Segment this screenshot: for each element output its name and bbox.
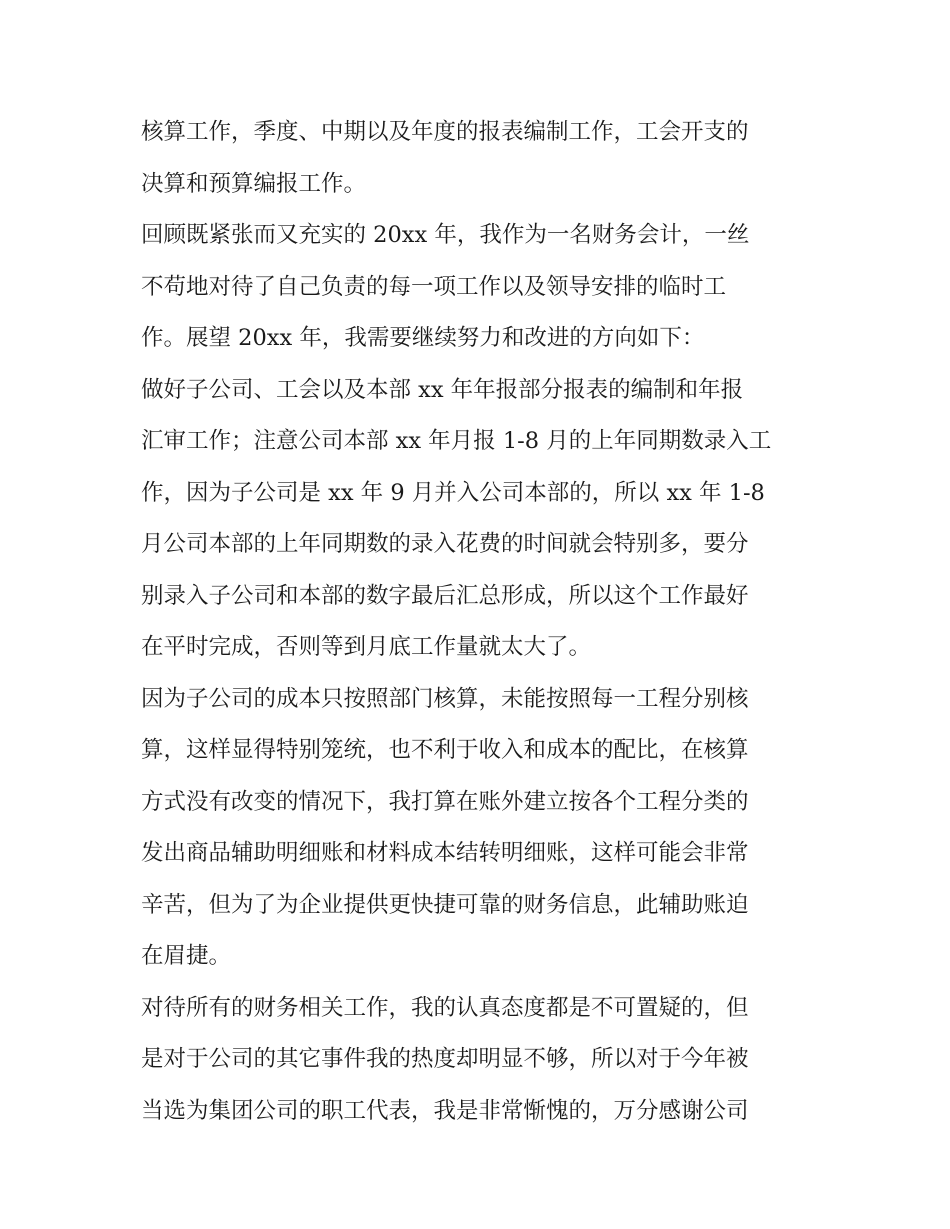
- text-line: 在眉捷。: [141, 943, 232, 969]
- text-line: 发出商品辅助明细账和材料成本结转明细账，这样可能会非常: [141, 840, 749, 866]
- text-line: 方式没有改变的情况下，我打算在账外建立按各个工程分类的: [141, 788, 749, 815]
- text-line: 核算工作，季度、中期以及年度的报表编制工作，工会开支的: [141, 119, 749, 145]
- text-line: 算，这样显得特别笼统，也不利于收入和成本的配比，在核算: [141, 737, 749, 763]
- text-line: 别录入子公司和本部的数字最后汇总形成，所以这个工作最好: [141, 582, 749, 609]
- text-line: 月公司本部的上年同期数的录入花费的时间就会特别多，要分: [141, 531, 749, 557]
- text-line: 汇审工作；注意公司本部 xx 年月报 1-8 月的上年同期数录入工: [141, 428, 772, 454]
- text-line: 决算和预算编报工作。: [141, 170, 367, 197]
- text-line: 辛苦，但为了为企业提供更快捷可靠的财务信息，此辅助账迫: [141, 891, 749, 918]
- document-body: [141, 107, 813, 1137]
- text-line: 在平时完成，否则等到月底工作量就太大了。: [141, 634, 592, 660]
- text-line: 做好子公司、工会以及本部 xx 年年报部分报表的编制和年报: [141, 376, 744, 403]
- text-line: 因为子公司的成本只按照部门核算，未能按照每一工程分别核: [141, 685, 749, 712]
- text-line: 不苟地对待了自己负责的每一项工作以及领导安排的临时工: [141, 273, 727, 300]
- text-line: 作。展望 20xx 年，我需要继续努力和改进的方向如下：: [141, 325, 705, 351]
- text-line: 对待所有的财务相关工作，我的认真态度都是不可置疑的，但: [141, 994, 749, 1021]
- text-line: 是对于公司的其它事件我的热度却明显不够，所以对于今年被: [141, 1046, 749, 1072]
- text-line: 回顾既紧张而又充实的 20xx 年，我作为一名财务会计，一丝: [141, 222, 750, 248]
- text-line: 作，因为子公司是 xx 年 9 月并入公司本部的，所以 xx 年 1-8: [141, 479, 765, 506]
- text-line: 当选为集团公司的职工代表，我是非常惭愧的，万分感谢公司: [141, 1097, 749, 1124]
